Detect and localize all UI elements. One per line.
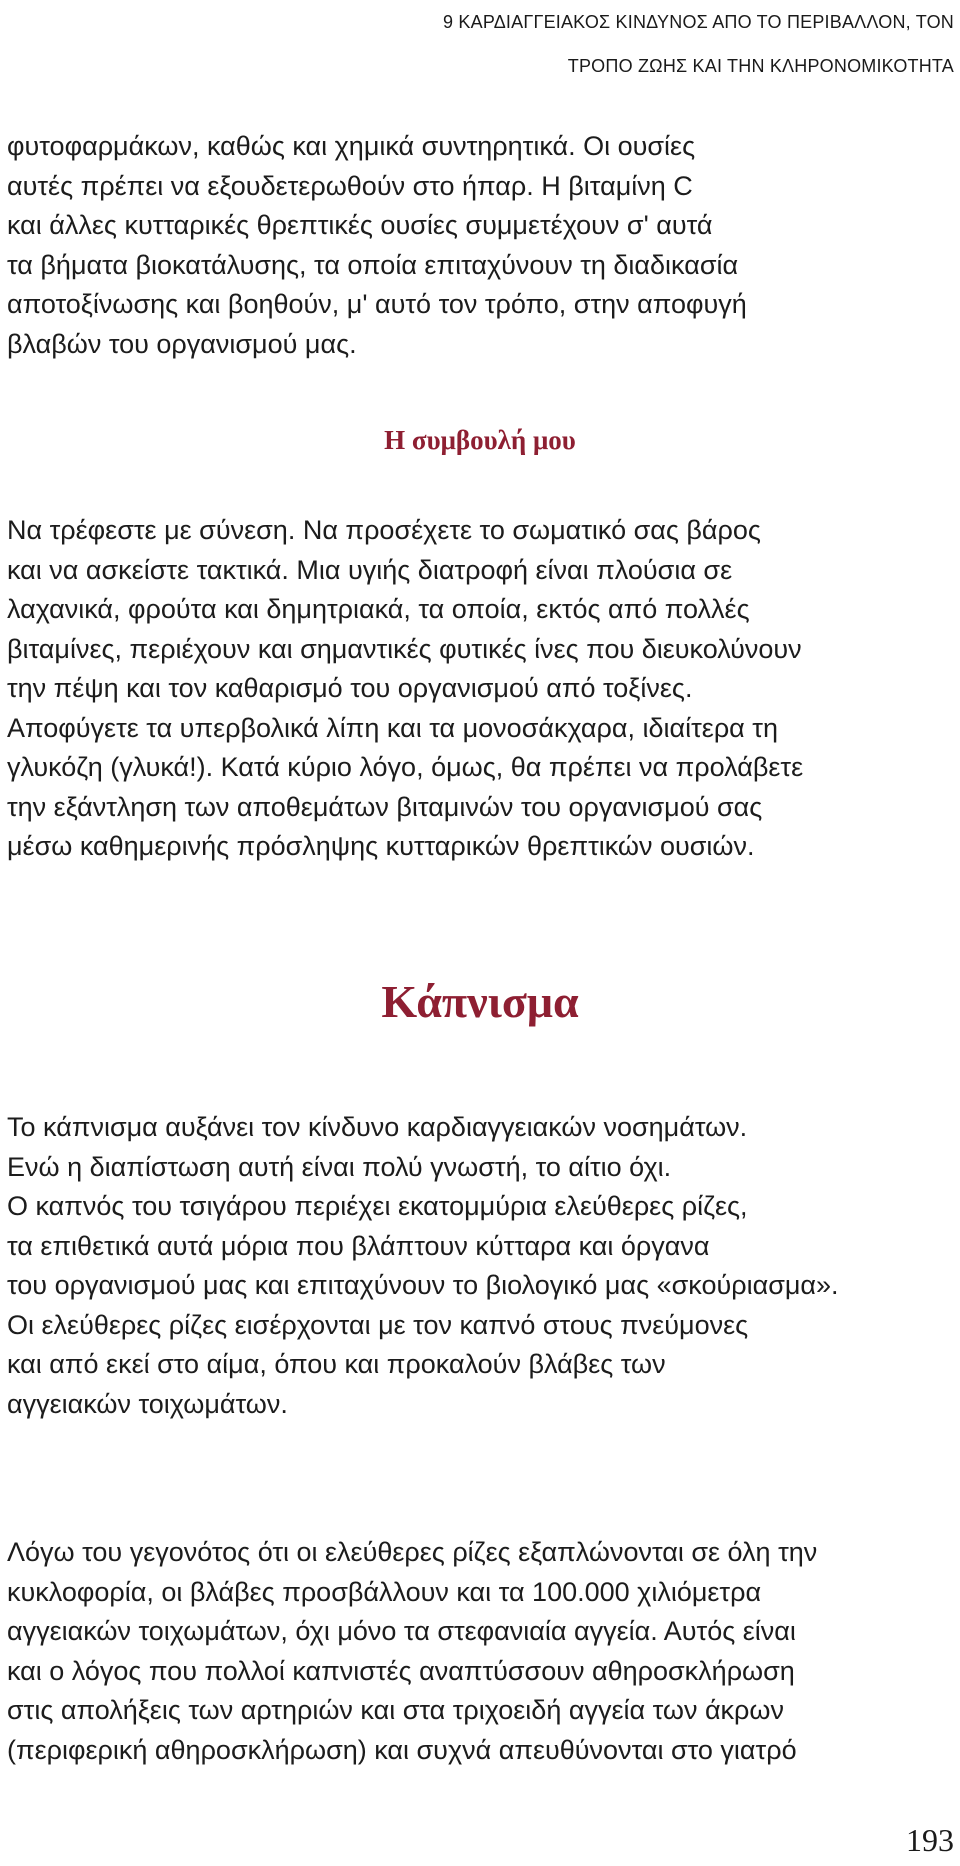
text-line: αγγειακών τοιχωμάτων. xyxy=(7,1388,288,1419)
text-line: Αποφύγετε τα υπερβολικά λίπη και τα μονοσάκχαρα, ιδιαίτερα τη xyxy=(7,712,778,743)
paragraph-smoking-intro xyxy=(7,1108,953,1424)
running-header xyxy=(54,0,954,88)
text-line: αυτές πρέπει να εξουδετερωθούν στο ήπαρ. Η βιταμίνη C xyxy=(7,170,693,201)
running-header-line-2: ΤΡΟΠΟ ΖΩΗΣ ΚΑΙ ΤΗΝ ΚΛΗΡΟΝΟΜΙΚΟΤΗΤΑ xyxy=(567,56,954,76)
paragraph-detox xyxy=(7,127,953,364)
text-line: την εξάντληση των αποθεμάτων βιταμινών του οργανισμού σας xyxy=(7,791,763,822)
text-line: φυτοφαρμάκων, καθώς και χημικά συντηρητικά. Οι ουσίες xyxy=(7,131,696,161)
text-line: βιταμίνες, περιέχουν και σημαντικές φυτικές ίνες που διευκολύνουν xyxy=(7,633,802,664)
text-line: αποτοξίνωσης και βοηθούν, μ' αυτό τον τρόπο, στην αποφυγή xyxy=(7,289,747,319)
text-line: αγγειακών τοιχωμάτων, όχι μόνο τα στεφανιαία αγγεία. Αυτός είναι xyxy=(7,1616,796,1646)
text-line: στις απολήξεις των αρτηριών και στα τριχοειδή αγγεία των άκρων xyxy=(7,1695,785,1725)
text-line: κυκλοφορία, οι βλάβες προσβάλλουν και τα 100.000 χιλιόμετρα xyxy=(7,1576,762,1607)
text-line: Οι ελεύθερες ρίζες εισέρχονται με τον καπνό στους πνεύμονες xyxy=(7,1309,749,1340)
text-line: και άλλες κυτταρικές θρεπτικές ουσίες συμμετέχουν σ' αυτά xyxy=(7,210,713,240)
text-line: Λόγω του γεγονότος ότι οι ελεύθερες ρίζες εξαπλώνονται σε όλη την xyxy=(7,1537,818,1567)
page-number: 193 xyxy=(906,1822,954,1858)
text-line: και να ασκείστε τακτικά. Μια υγιής διατροφή είναι πλούσια σε xyxy=(7,554,733,585)
text-line: και από εκεί στο αίμα, όπου και προκαλούν βλάβες των xyxy=(7,1349,666,1379)
text-line: τα επιθετικά αυτά μόρια που βλάπτουν κύτταρα και όργανα xyxy=(7,1230,710,1261)
paragraph-smoking-circulation xyxy=(7,1533,953,1770)
text-line: του οργανισμού μας και επιταχύνουν το βιολογικό μας «σκούριασμα». xyxy=(7,1270,839,1300)
text-line: την πέψη και τον καθαρισμό του οργανισμού από τοξίνες. xyxy=(7,673,693,703)
text-line: Ενώ η διαπίστωση αυτή είναι πολύ γνωστή, το αίτιο όχι. xyxy=(7,1151,672,1182)
text-line: Το κάπνισμα αυξάνει τον κίνδυνο καρδιαγγειακών νοσημάτων. xyxy=(7,1112,748,1142)
text-line: λαχανικά, φρούτα και δημητριακά, τα οποία, εκτός από πολλές xyxy=(7,594,750,624)
text-line: τα βήματα βιοκατάλυσης, τα οποία επιταχύνουν τη διαδικασία xyxy=(7,249,739,280)
text-line: μέσω καθημερινής πρόσληψης κυτταρικών θρεπτικών ουσιών. xyxy=(7,831,755,861)
section-title-smoking: Κάπνισμα xyxy=(381,976,579,1027)
text-line: Να τρέφεστε με σύνεση. Να προσέχετε το σωματικό σας βάρος xyxy=(7,515,761,545)
text-line: βλαβών του οργανισμού μας. xyxy=(7,328,357,359)
running-header-line-1: 9 ΚΑΡΔΙΑΓΓΕΙΑΚΟΣ ΚΙΝΔΥΝΟΣ ΑΠΟ ΤΟ ΠΕΡΙΒΑΛΛΟΝ, ΤΟΝ xyxy=(443,12,954,32)
advice-subheading: Η συμβουλή μου xyxy=(384,425,576,455)
paragraph-advice xyxy=(7,511,953,867)
text-line: και ο λόγος που πολλοί καπνιστές αναπτύσσουν αθηροσκλήρωση xyxy=(7,1655,795,1686)
text-line: Ο καπνός του τσιγάρου περιέχει εκατομμύρια ελεύθερες ρίζες, xyxy=(7,1191,748,1221)
text-line: γλυκόζη (γλυκά!). Κατά κύριο λόγο, όμως, θα πρέπει να προλάβετε xyxy=(7,752,804,782)
text-line: (περιφερική αθηροσκλήρωση) και συχνά απευθύνονται στο γιατρό xyxy=(7,1734,797,1765)
